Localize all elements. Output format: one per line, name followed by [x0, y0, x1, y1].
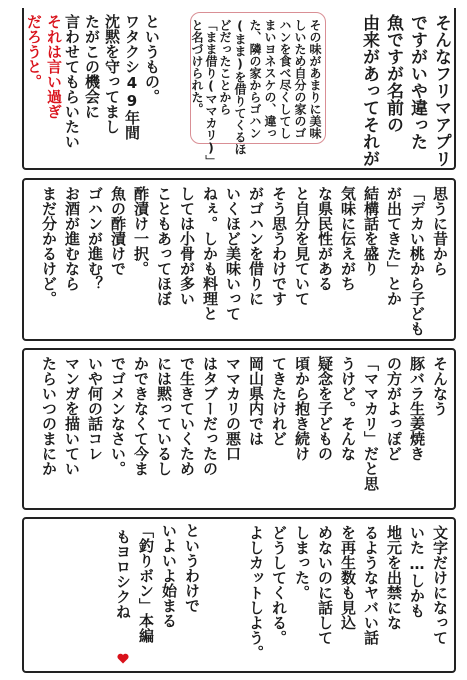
- text-line: には黙っているし: [155, 356, 173, 476]
- text-line: でゴメンなさい。: [109, 356, 127, 476]
- explanation-box: [190, 12, 326, 167]
- text-line: いくほど美味いって: [224, 186, 242, 321]
- note-line: た、隣の家からゴハン: [248, 19, 262, 139]
- text-line: 魚の酢漬けで: [109, 186, 127, 276]
- note-line: (まま)を借りてくるほ: [233, 19, 247, 155]
- text-line: マンガを描いてい: [63, 356, 81, 476]
- text-line: こともあってほぼ: [155, 186, 173, 306]
- text-line: 魚ですが名前の: [383, 14, 403, 133]
- text-line: 頃から抱き続け: [293, 356, 311, 461]
- text-line: ですがいや違った: [407, 14, 427, 150]
- text-line: そう思うわけです: [270, 186, 288, 306]
- note-line: と名づけられた。: [190, 19, 204, 115]
- text-line: いや何の話コレ: [86, 356, 104, 461]
- panel-3: [22, 348, 456, 510]
- closing-line: もヨロシクね: [114, 529, 132, 619]
- text-line: 地元を出禁にな: [385, 525, 403, 630]
- red-emphasis-line: だろうと。: [25, 14, 43, 89]
- text-line: そんなう: [431, 356, 449, 416]
- text-line: どうしてくれる。: [270, 525, 288, 645]
- note-line: ハンを食べ尽くしてし: [278, 19, 292, 139]
- panel-1: [22, 8, 456, 170]
- text-line: と自分を見ていて: [293, 186, 311, 306]
- panel-4: [22, 517, 456, 673]
- text-line: いた…しかも: [408, 525, 426, 618]
- text-line: 「ママカリ」だと思: [362, 356, 380, 491]
- text-line: というもの。: [143, 14, 161, 104]
- text-line: まだ分かるけど。: [40, 186, 58, 306]
- text-line: めないのに話して: [316, 525, 334, 645]
- text-line: かできなくて今ま: [132, 356, 150, 476]
- text-line: 豚バラ生姜焼き: [408, 356, 426, 461]
- text-line: しまった。: [293, 525, 311, 600]
- text-line: るようなヤバい話: [362, 525, 380, 645]
- text-line: てきたけれど: [270, 356, 288, 446]
- text-line: が出てきた」とか: [385, 186, 403, 306]
- text-line: ゴハンが進む？: [86, 186, 104, 291]
- text-line: 岡山県内では: [247, 356, 265, 446]
- text-line: 由来があってそれが: [359, 14, 379, 167]
- text-line: うけど。そんな: [339, 356, 357, 461]
- closing-line: というわけで: [183, 523, 201, 613]
- text-line: お酒が進むなら: [63, 186, 81, 291]
- text-line: 「デカい桃から子ども: [408, 186, 426, 336]
- heart-icon: [117, 653, 129, 664]
- note-line: どだったことから: [218, 19, 232, 115]
- note-line: その味があまりに美味: [308, 19, 322, 139]
- text-line: 沈黙を守ってまし: [103, 14, 121, 134]
- text-line: 文字だけになって: [431, 525, 449, 645]
- panel-2: [22, 178, 456, 341]
- closing-line: 「釣りボン」本編: [137, 523, 155, 643]
- text-line: な県民性がある: [316, 186, 334, 291]
- text-line: 結構話を盛り: [362, 186, 380, 276]
- text-line: はタブーだったの: [201, 356, 219, 476]
- text-line: ママカリの悪口: [224, 356, 242, 461]
- text-line: 言わせてもらいたい: [63, 14, 81, 149]
- red-emphasis-line: それは言い過ぎ: [45, 14, 63, 119]
- text-line: ねぇ。しかも料理と: [201, 186, 219, 321]
- closing-line: いよいよ始まる: [160, 523, 178, 628]
- text-line: たがこの機会に: [83, 14, 101, 119]
- note-line: しいため自分の家のゴ: [293, 19, 307, 139]
- text-line: 気味に伝えがち: [339, 186, 357, 291]
- text-line: よしカットしよう。: [247, 525, 265, 660]
- text-line: 疑念を子どもの: [316, 356, 334, 461]
- text-line: がゴハンを借りに: [247, 186, 265, 306]
- text-line: を再生数も見込: [339, 525, 357, 630]
- text-line: しては小骨が多い: [178, 186, 196, 306]
- text-line: 酢漬け一択。: [132, 186, 150, 276]
- text-line: たらいつのまにか: [40, 356, 58, 476]
- text-line: で生きていくため: [178, 356, 196, 476]
- text-line: そんなフリマアプリ: [431, 14, 451, 167]
- text-line: の方がよっぽど: [385, 356, 403, 461]
- text-line: ワタクシ49年間: [123, 14, 141, 140]
- note-line: 「まま借り(ママカリ)」: [204, 19, 218, 167]
- text-line: 思うに昔から: [431, 186, 449, 276]
- note-line: まいヨネスケの、違っ: [263, 19, 277, 139]
